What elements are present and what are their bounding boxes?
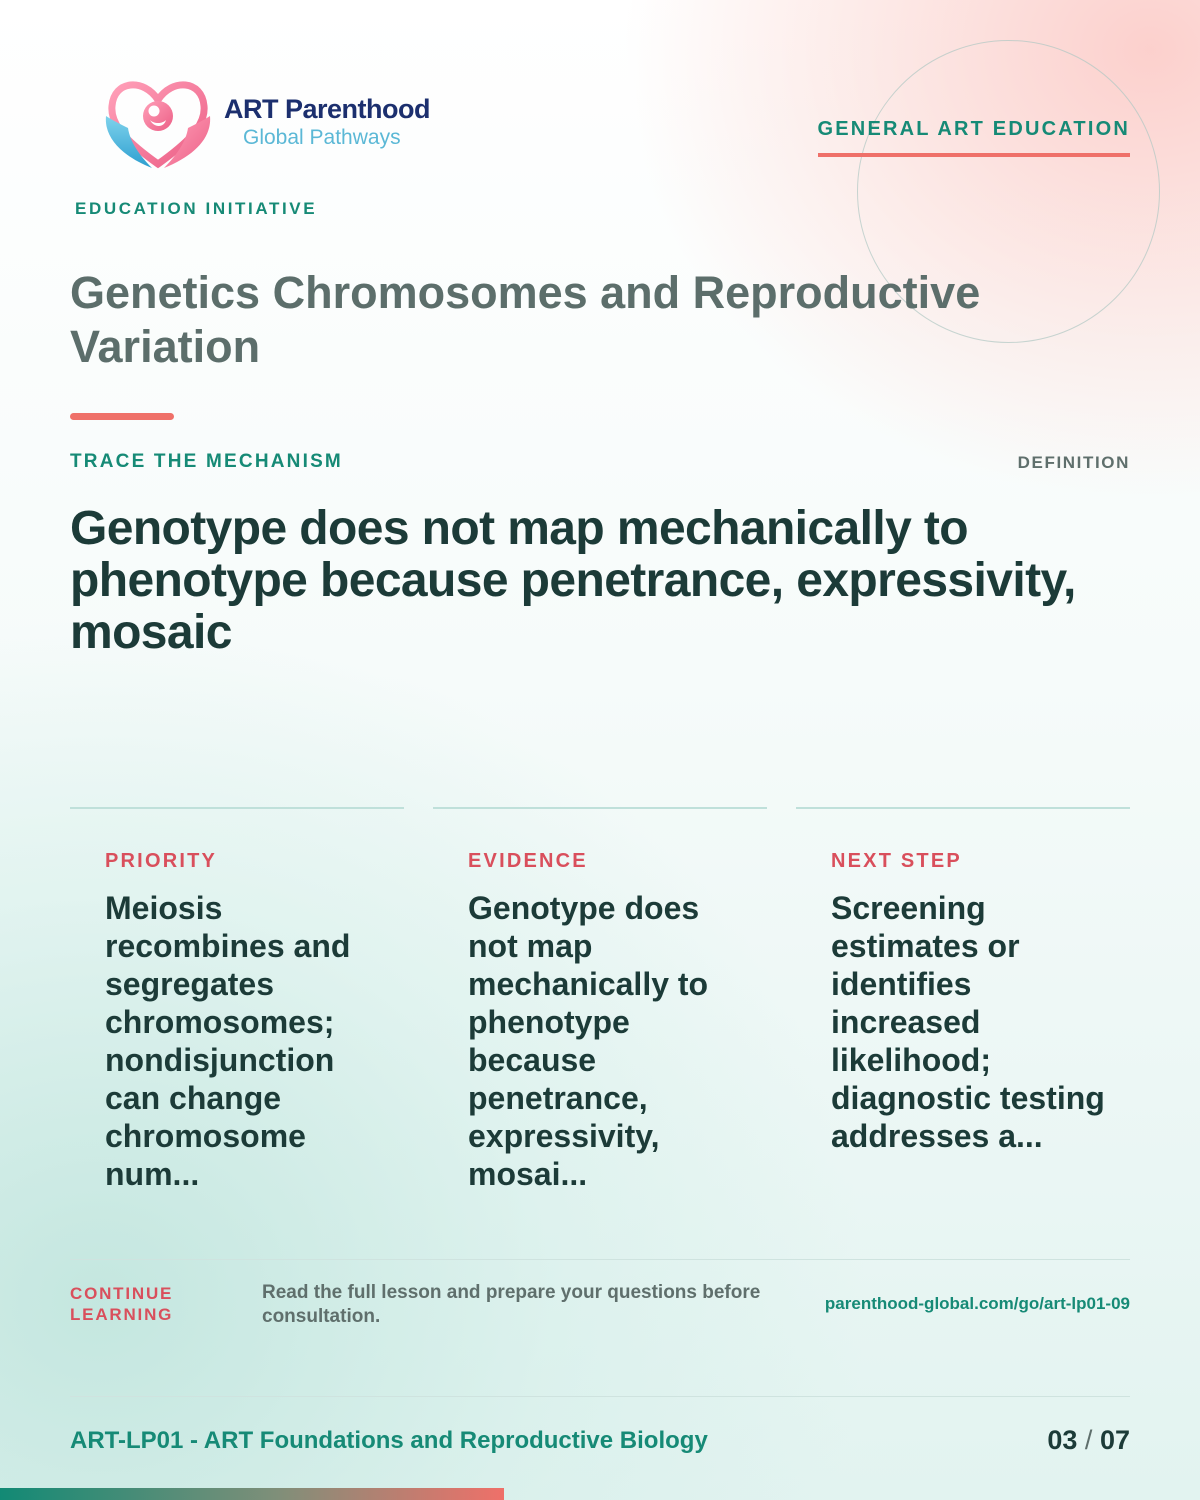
card-label: PRIORITY	[105, 850, 218, 872]
card-next-step	[796, 807, 1130, 1207]
section-label: TRACE THE MECHANISM	[70, 451, 343, 472]
card-label: EVIDENCE	[468, 850, 588, 872]
page-title: Genetics Chromosomes and Reproductive Variation	[70, 267, 981, 372]
card-evidence	[433, 807, 767, 1207]
progress-fill	[0, 1488, 504, 1500]
page-indicator	[1047, 1425, 1130, 1456]
card-priority	[70, 807, 404, 1207]
brand-name: ART Parenthood	[224, 94, 430, 124]
course-title: ART-LP01 - ART Foundations and Reproductive Biology	[70, 1427, 708, 1454]
initiative-label: EDUCATION INITIATIVE	[75, 199, 318, 218]
cta-label	[70, 1283, 173, 1325]
divider	[70, 1396, 1130, 1397]
cta-label-line: LEARNING	[70, 1305, 174, 1324]
card-body: Genotype does not map mechanically to phenotype because penetrance, expressivity, mosai...	[468, 890, 709, 1192]
card-body: Screening estimates or identifies increased likelihood; diagnostic testing addresses a...	[831, 890, 1105, 1154]
cta-label-line: CONTINUE	[70, 1284, 174, 1303]
info-cards	[70, 807, 1130, 1207]
category-tag: GENERAL ART EDUCATION	[818, 118, 1131, 157]
page-total: 07	[1099, 1425, 1130, 1455]
page-separator: /	[1084, 1425, 1093, 1455]
brand-subtitle: Global Pathways	[243, 126, 401, 149]
lesson-link[interactable]: parenthood-global.com/go/art-lp01-09	[824, 1294, 1130, 1313]
heart-hands-baby-logo	[100, 76, 216, 172]
progress-bar	[0, 1488, 1200, 1500]
section-tag: DEFINITION	[1017, 453, 1130, 472]
page-current: 03	[1047, 1425, 1078, 1455]
title-accent-bar	[70, 413, 174, 420]
headline: Genotype does not map mechanically to phenotype because penetrance, expressivity, mosaic	[70, 502, 1076, 659]
cta-text: Read the full lesson and prepare your questions before consultation.	[262, 1282, 761, 1327]
card-label: NEXT STEP	[831, 850, 962, 872]
divider	[70, 1259, 1130, 1260]
card-body: Meiosis recombines and segregates chromosomes; nondisjunction can change chromosome num...	[105, 890, 351, 1192]
